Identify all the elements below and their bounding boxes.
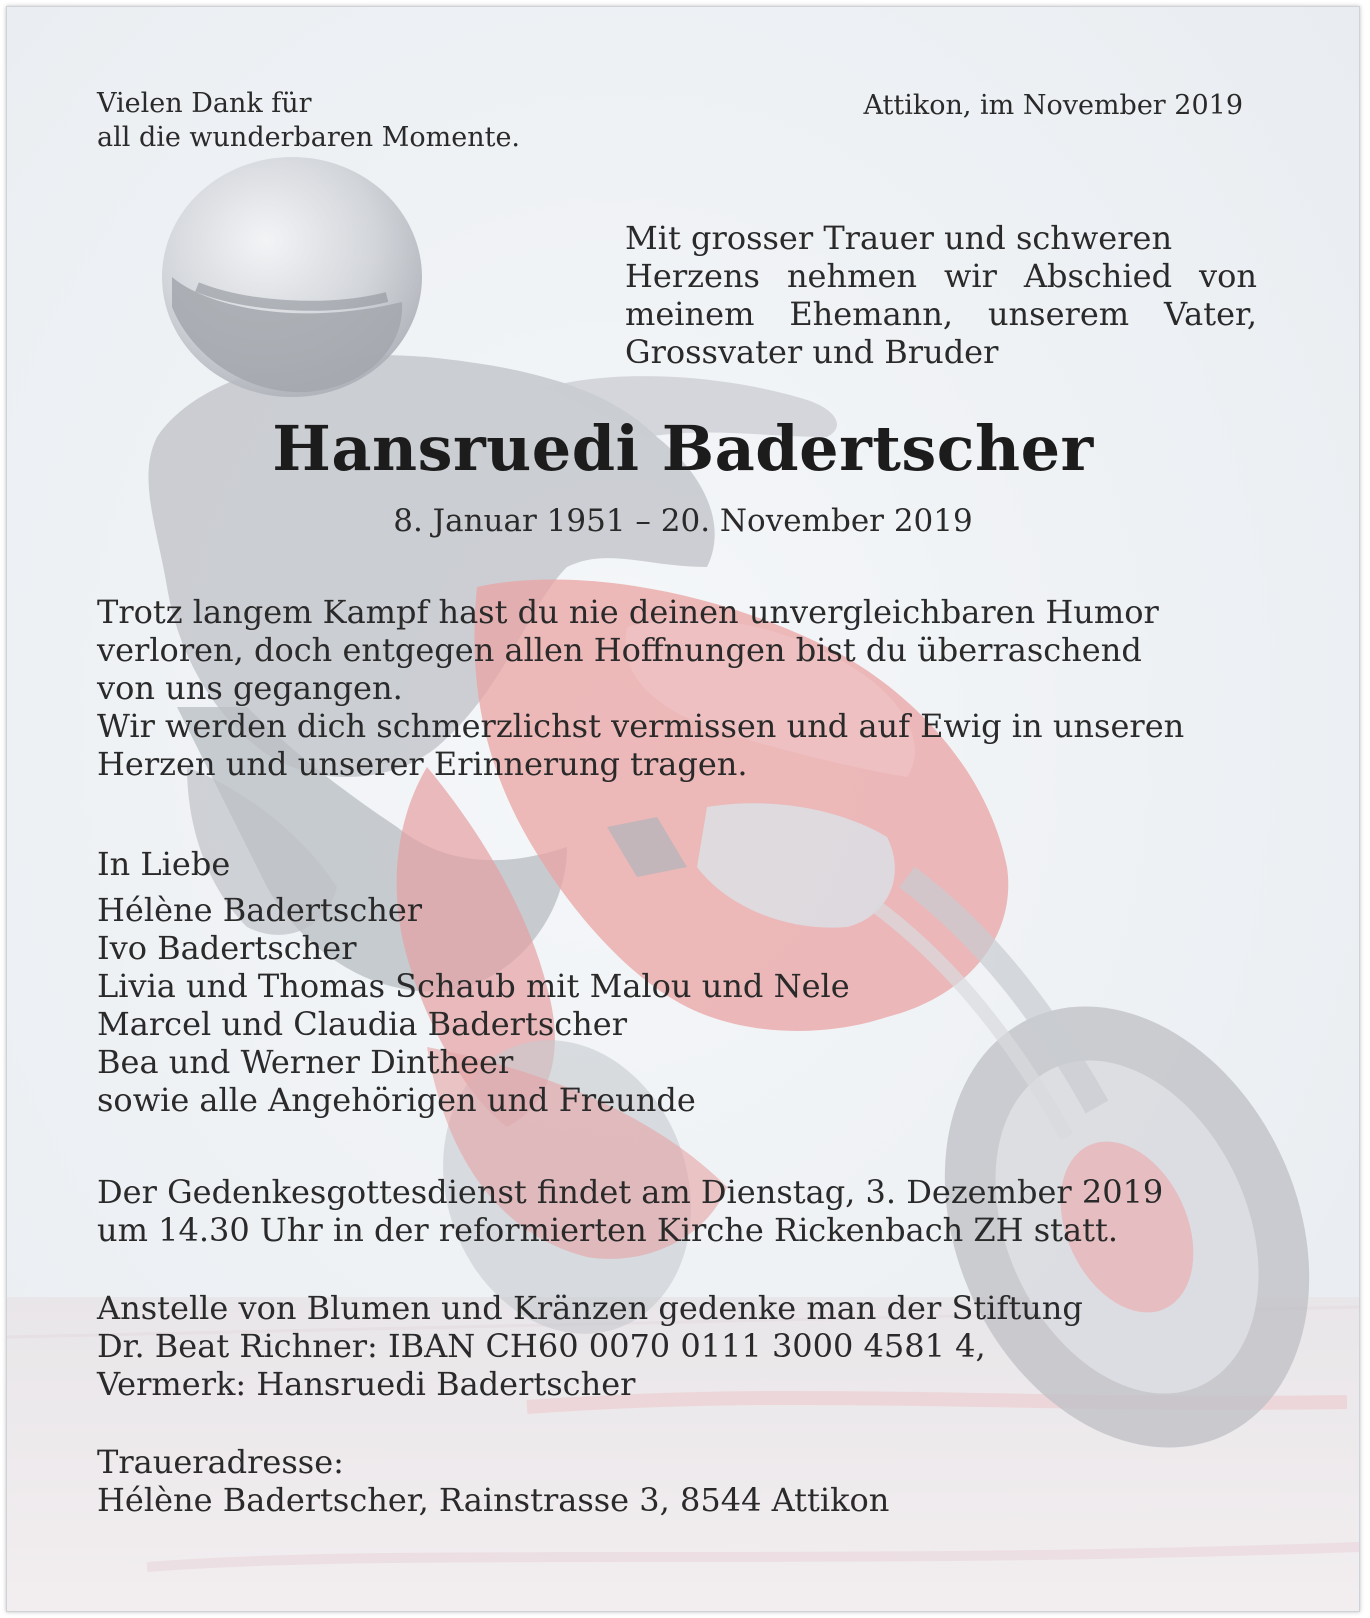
deceased-name: Hansruedi Badertscher — [272, 412, 1094, 485]
mourner-name: sowie alle Angehörigen und Freunde — [97, 1081, 696, 1119]
life-dates: 8. Januar 1951 – 20. November 2019 — [393, 503, 973, 539]
mourner-name: Bea und Werner Dintheer — [97, 1043, 514, 1081]
mourner-name: Hélène Badertscher — [97, 891, 423, 929]
donation-line: Dr. Beat Richner: IBAN CH60 0070 0111 3000 4581 4, — [97, 1327, 986, 1365]
thanks-line-1: Vielen Dank für — [97, 88, 312, 119]
message-line: Wir werden dich schmerzlichst vermissen und auf Ewig in unseren — [97, 707, 1185, 745]
donation-line: Anstelle von Blumen und Kränzen gedenke man der Stiftung — [97, 1289, 1083, 1327]
obituary-notice — [6, 6, 1360, 1612]
donation-info — [97, 1289, 1083, 1403]
message-line: Trotz langem Kampf hast du nie deinen unvergleichbaren Humor — [97, 593, 1159, 631]
intro-line: Grossvater und Bruder — [625, 333, 999, 371]
place-date: Attikon, im November 2019 — [863, 90, 1243, 121]
mourner-name: Livia und Thomas Schaub mit Malou und Nele — [97, 967, 850, 1005]
service-line: Der Gedenkesgottesdienst findet am Dienstag, 3. Dezember 2019 — [97, 1173, 1164, 1211]
intro-line: Herzens nehmen wir Abschied von — [625, 257, 1257, 295]
thanks-line-2: all die wunderbaren Momente. — [97, 122, 521, 153]
address-label: Traueradresse: — [97, 1443, 344, 1481]
donation-line: Vermerk: Hansruedi Badertscher — [97, 1365, 636, 1403]
message-line: verloren, doch entgegen allen Hoffnungen bist du überraschend — [97, 631, 1142, 669]
intro-line: Mit grosser Trauer und schweren — [625, 219, 1173, 257]
in-love-heading: In Liebe — [97, 845, 231, 883]
intro-line: meinem Ehemann, unserem Vater, — [625, 295, 1257, 333]
intro-text — [625, 219, 1257, 371]
farewell-message — [97, 593, 1184, 783]
mourning-address — [97, 1443, 889, 1519]
mourner-name: Marcel und Claudia Badertscher — [97, 1005, 628, 1043]
service-line: um 14.30 Uhr in der reformierten Kirche Rickenbach ZH statt. — [97, 1211, 1118, 1249]
address-line: Hélène Badertscher, Rainstrasse 3, 8544 Attikon — [97, 1481, 890, 1519]
mourners-list — [97, 891, 850, 1119]
message-line: Herzen und unserer Erinnerung tragen. — [97, 745, 748, 783]
mourner-name: Ivo Badertscher — [97, 929, 357, 967]
thanks-note — [97, 87, 520, 155]
memorial-service-info — [97, 1173, 1163, 1249]
message-line: von uns gegangen. — [97, 669, 403, 707]
